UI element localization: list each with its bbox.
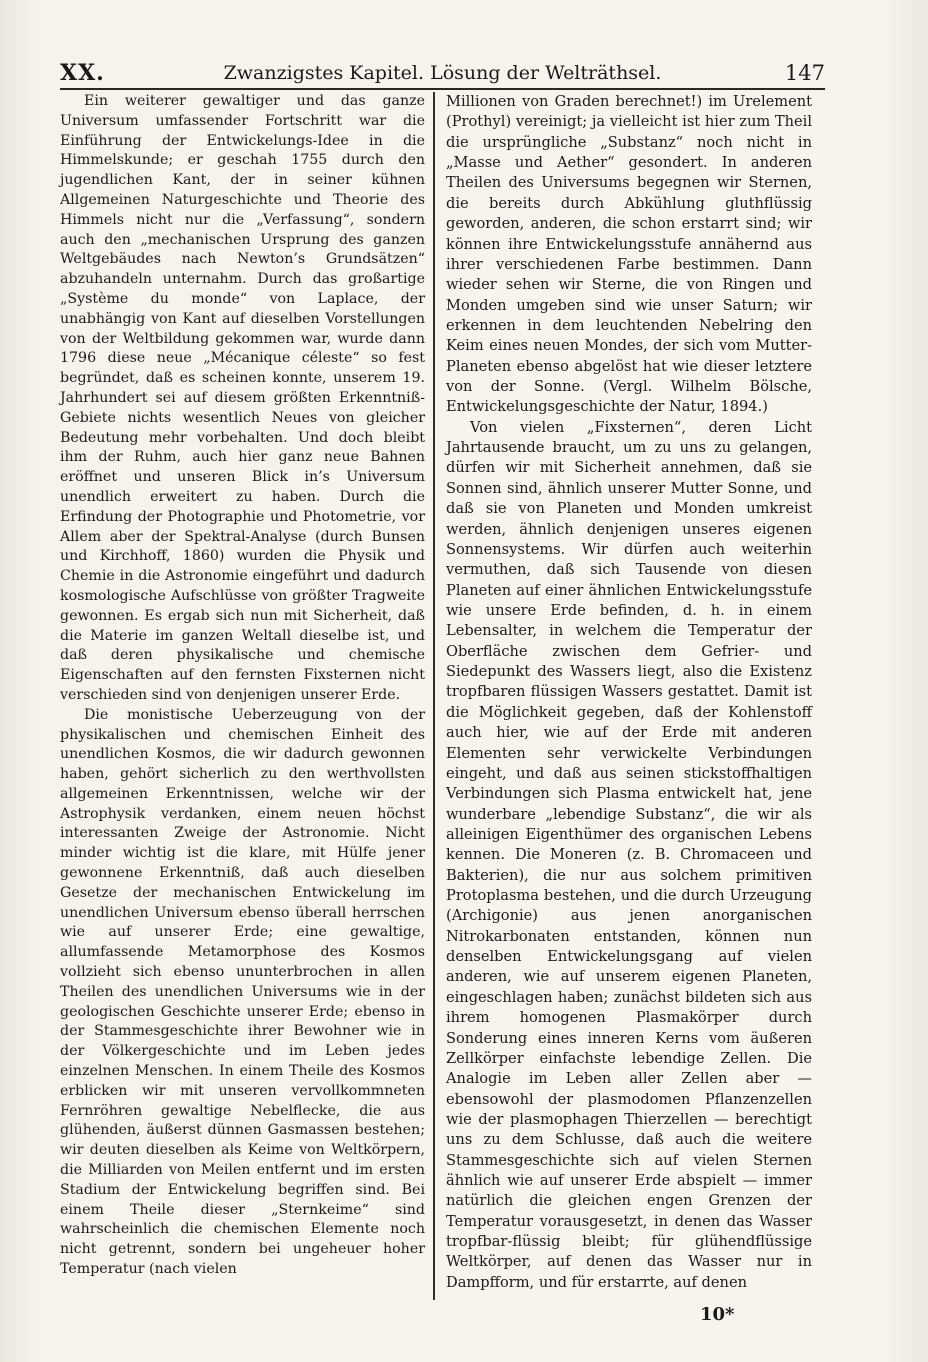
left-column <box>60 92 425 1280</box>
page-number: 147 <box>784 61 825 85</box>
running-title: Zwanzigstes Kapitel. Lösung der Welträthsel. <box>223 62 662 84</box>
right-column <box>446 92 812 1293</box>
chapter-section-number: XX. <box>60 60 105 86</box>
paragraph: Ein weiterer gewaltiger und das ganze Universum umfassender Fortschritt war die Einführung der Entwickelungs-Idee in die Himmelskunde; er geschah 1755 durch den jugendlichen Kant, der in seiner kühnen Allgemeinen Naturgeschichte und Theorie des Himmels nicht nur die „Verfassung“, sondern auch den „mechanischen Ursprung des ganzen Weltgebäudes nach Newton’s Grundsätzen“ abzuhandeln unternahm. Durch das großartige „Système du monde“ von Laplace, der unabhängig von Kant auf dieselben Vorstellungen von der Weltbildung gekommen war, wurde dann 1796 diese neue „Mécanique céleste“ so fest begründet, daß es scheinen konnte, unserem 19. Jahrhundert sei auf diesem größten Erkenntniß-Gebiete nichts wesentlich Neues von gleicher Bedeutung mehr vorbehalten. Und doch bleibt ihm der Ruhm, auch hier ganz neue Bahnen eröffnet und unseren Blick in’s Universum unendlich erweitert zu haben. Durch die Erfindung der Photographie und Photometrie, vor Allem aber der Spektral-Analyse (durch Bunsen und Kirchhoff, 1860) wurden die Physik und Chemie in die Astronomie eingeführt und dadurch kosmologische Aufschlüsse von größter Tragweite gewonnen. Es ergab sich nun mit Sicherheit, daß die Materie im ganzen Weltall dieselbe ist, und daß deren physikalische und chemische Eigenschaften auf den fernsten Fixsternen nicht verschieden sind von denjenigen unserer Erde. <box>60 93 425 703</box>
paragraph-continued: Millionen von Graden berechnet!) im Urelement (Prothyl) vereinigt; ja vielleicht ist hier zum Theil die ursprüngliche „Substanz“ noch nicht in „Masse und Aether“ gesondert. In anderen Theilen des Universums begegnen wir Sternen, die bereits durch Abkühlung gluthflüssig geworden, anderen, die schon erstarrt sind; wir können ihre Entwickelungsstufe annähernd aus ihrer verschiedenen Farbe bestimmen. Dann wieder sehen wir Sterne, die von Ringen und Monden umgeben sind wie unser Saturn; wir erkennen in dem leuchtenden Nebelring den Keim eines neuen Mondes, der sich vom Mutter-Planeten ebenso abgelöst hat wie dieser letztere von der Sonne. (Vergl. Wilhelm Bölsche, Entwickelungsgeschichte der Natur, 1894.) <box>446 93 812 416</box>
signature-mark: 10* <box>700 1304 735 1325</box>
header-rule <box>60 88 825 90</box>
paragraph: Von vielen „Fixsternen“, deren Licht Jahrtausende braucht, um zu uns zu gelangen, dürfen wir mit Sicherheit annehmen, daß sie Sonnen sind, ähnlich unserer Mutter Sonne, und daß sie von Planeten und Monden umkreist werden, ähnlich denjenigen unseres eigenen Sonnensystems. Wir dürfen auch weiterhin vermuthen, daß sich Tausende von diesen Planeten auf einer ähnlichen Entwickelungsstufe wie unsere Erde befinden, d. h. in einem Lebensalter, in welchem die Temperatur der Oberfläche zwischen dem Gefrier- und Siedepunkt des Wassers liegt, also die Existenz tropfbaren flüssigen Wassers gestattet. Damit ist die Möglichkeit gegeben, daß der Kohlenstoff auch hier, wie auf der Erde mit anderen Elementen sehr verwickelte Verbindungen eingeht, und daß aus seinen stickstoffhaltigen Verbindungen sich Plasma entwickelt hat, jene wunderbare „lebendige Substanz“, die wir als alleinigen Eigenthümer des organischen Lebens kennen. Die Moneren (z. B. Chromaceen und Bakterien), die nur aus solchem primitiven Protoplasma bestehen, und die durch Urzeugung (Archigonie) aus jenen anorganischen Nitrokarbonaten entstanden, können nun denselben Entwickelungsgang auf vielen anderen, wie auf unserem eigenen Planeten, eingeschlagen haben; zunächst bildeten sich aus ihrem homogenen Plasmakörper durch Sonderung eines inneren Kerns vom äußeren Zellkörper einfachste lebendige Zellen. Die Analogie im Leben aller Zellen aber — ebensowohl der plasmodomen Pflanzenzellen wie der plasmophagen Thierzellen — berechtigt uns zu dem Schlusse, daß auch die weitere Stammesgeschichte sich auf vielen Sternen ähnlich wie auf unserer Erde abspielt — immer natürlich die gleichen engen Grenzen der Temperatur vorausgesetzt, in denen das Wasser tropfbar-flüssig bleibt; für glühendflüssige Weltkörper, auf denen das Wasser nur in Dampfform, und für erstarrte, auf denen <box>446 418 812 1291</box>
running-head <box>60 58 825 88</box>
paragraph: Die monistische Ueberzeugung von der physikalischen und chemischen Einheit des unendlichen Kosmos, die wir dadurch gewonnen haben, gehört sicherlich zu den werthvollsten allgemeinen Erkenntnissen, welche wir der Astrophysik verdanken, einem neuen höchst interessanten Zweige der Astronomie. Nicht minder wichtig ist die klare, mit Hülfe jener gewonnene Erkenntniß, daß auch dieselben Gesetze der mechanischen Entwickelung im unendlichen Universum ebenso überall herrschen wie auf unserer Erde; eine gewaltige, allumfassende Metamorphose des Kosmos vollzieht sich ebenso ununterbrochen in allen Theilen des unendlichen Universums wie in der geologischen Geschichte unserer Erde; ebenso in der Stammesgeschichte ihrer Bewohner wie in der Völkergeschichte und im Leben jedes einzelnen Menschen. In einem Theile des Kosmos erblicken wir mit unseren vervollkommneten Fernröhren gewaltige Nebelflecke, die aus glühenden, äußerst dünnen Gasmassen bestehen; wir deuten dieselben als Keime von Weltkörpern, die Milliarden von Meilen entfernt und im ersten Stadium der Entwickelung begriffen sind. Bei einem Theile dieser „Sternkeime“ sind wahrscheinlich die chemischen Elemente noch nicht getrennt, sondern bei ungeheuer hoher Temperatur (nach vielen <box>60 706 425 1278</box>
column-divider <box>433 92 435 1300</box>
